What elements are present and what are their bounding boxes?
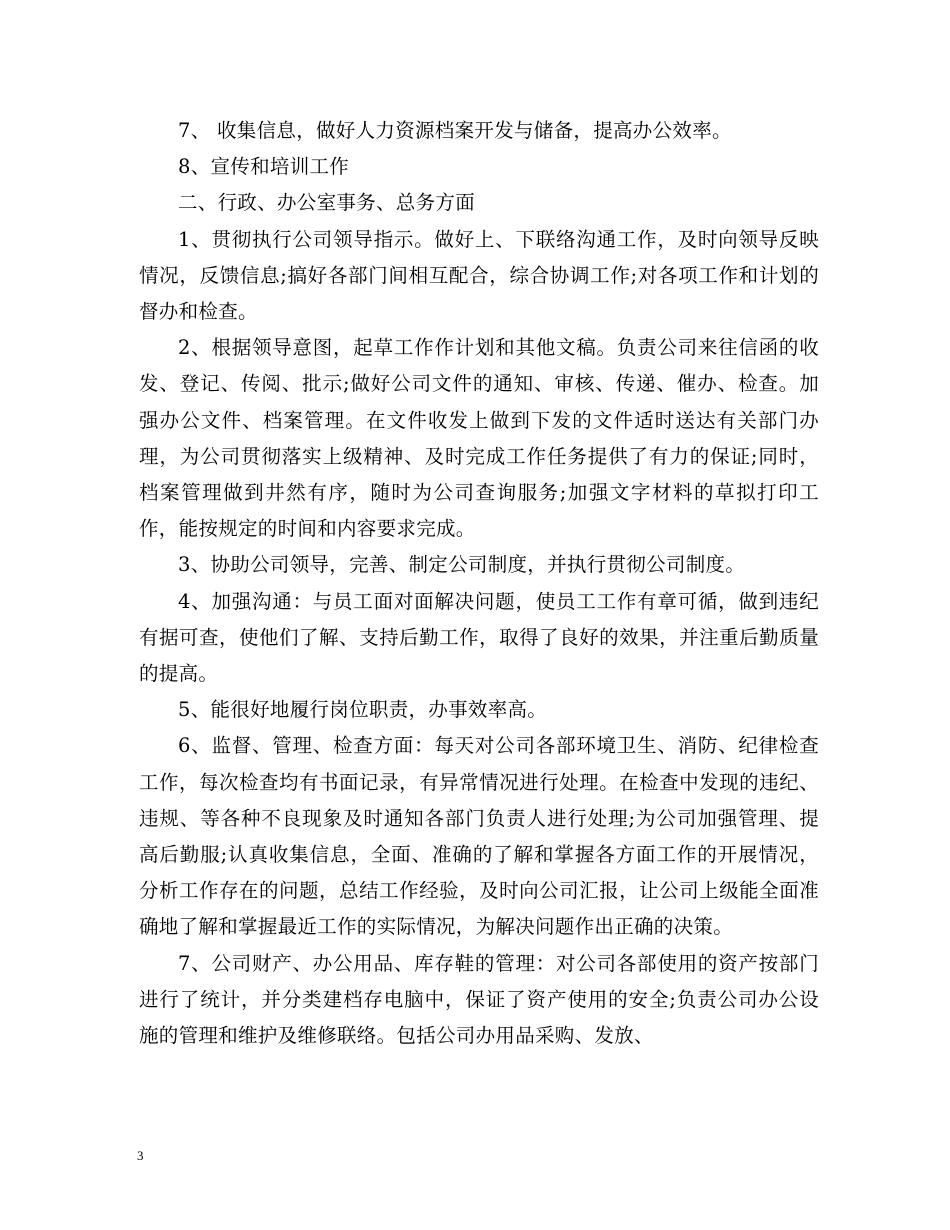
paragraph-item-3-systems: 3、协助公司领导，完善、制定公司制度，并执行贯彻公司制度。 xyxy=(178,553,746,577)
page-number: 3 xyxy=(137,1148,144,1163)
paragraph-item-7-info-collection: 7、 收集信息，做好人力资源档案开发与储备，提高办公效率。 xyxy=(178,119,732,142)
paragraph-item-6-supervision: 6、监督、管理、检查方面：每天对公司各部环境卫生、消防、纪律检查工作，每次检查均有书面记录，有异常情况进行处理。在检查中发现的违纪、违规、等各种不良现象及时通知各部门负责人进行处理;为公司加强管理、提高后勤服;认真收集信息，全面、准确的了解和掌握各方面工作的开展情况，分析工作存在的问题，总结工作经验，及时向公司汇报，让公司上级能全面准确地了解和掌握最近工作的实际情况，为解决问题作出正确的决策。 xyxy=(139,734,819,939)
paragraph-item-4-communication: 4、加强沟通：与员工面对面解决问题，使员工工作有章可循，做到违纪有据可查，使他们了解、支持后勤工作，取得了良好的效果，并注重后勤质量的提高。 xyxy=(139,589,819,686)
paragraph-item-1-leadership: 1、贯彻执行公司领导指示。做好上、下联络沟通工作，及时向领导反映情况，反馈信息;搞好各部门间相互配合，综合协调工作;对各项工作和计划的督办和检查。 xyxy=(139,227,819,324)
section-heading-admin: 二、行政、办公室事务、总务方面 xyxy=(178,191,476,215)
paragraph-item-7-assets: 7、公司财产、办公用品、库存鞋的管理：对公司各部使用的资产按部门进行了统计，并分类建档存电脑中，保证了资产使用的安全;负责公司办公设施的管理和维护及维修联络。包括公司办用品采购、发放、 xyxy=(139,951,819,1048)
paragraph-item-8-training: 8、宣传和培训工作 xyxy=(178,155,350,179)
paragraph-item-5-duties: 5、能很好地履行岗位职责，办事效率高。 xyxy=(178,698,548,722)
document-body xyxy=(139,113,819,1054)
paragraph-item-2-drafting: 2、根据领导意图，起草工作作计划和其他文稿。负责公司来往信函的收发、登记、传阅、批示;做好公司文件的通知、审核、传递、催办、检查。加强办公文件、档案管理。在文件收发上做到下发的文件适时送达有关部门办理，为公司贯彻落实上级精神、及时完成工作任务提供了有力的保证;同时，档案管理做到井然有序，随时为公司查询服务;加强文字材料的草拟打印工作，能按规定的时间和内容要求完成。 xyxy=(139,336,819,541)
